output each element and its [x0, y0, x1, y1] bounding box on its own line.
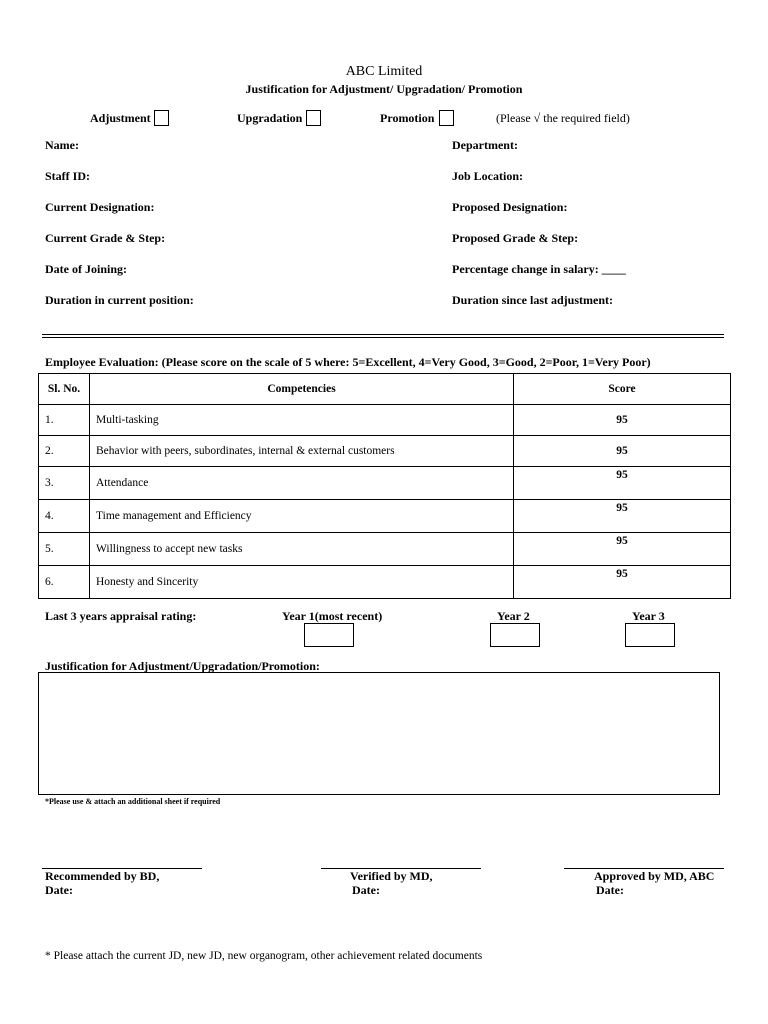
justification-textarea[interactable]	[38, 672, 720, 795]
field-duration-current: Duration in current position:	[45, 293, 194, 307]
field-department: Department:	[452, 138, 518, 152]
score-cell[interactable]: 95	[514, 533, 731, 566]
evaluation-heading: Employee Evaluation: (Please score on the scale of 5 where: 5=Excellent, 4=Very Good, 3=Good, 2=Poor, 1=Very Poor)	[45, 355, 651, 369]
field-duration-since-adjustment: Duration since last adjustment:	[452, 293, 613, 307]
recommended-date-label: Date:	[45, 883, 73, 897]
year3-input[interactable]	[625, 623, 675, 647]
row-number: 6.	[39, 566, 90, 599]
column-header-competencies: Competencies	[90, 374, 514, 405]
upgradation-checkbox[interactable]	[306, 110, 321, 126]
adjustment-label: Adjustment	[90, 111, 151, 125]
row-number: 1.	[39, 405, 90, 436]
field-current-designation: Current Designation:	[45, 200, 155, 214]
approved-by-label: Approved by MD, ABC	[594, 869, 715, 883]
field-name: Name:	[45, 138, 79, 152]
score-cell[interactable]: 95	[514, 436, 731, 467]
field-staff-id: Staff ID:	[45, 169, 90, 183]
form-subtitle: Justification for Adjustment/ Upgradation/ Promotion	[245, 82, 523, 96]
appraisal-label: Last 3 years appraisal rating:	[45, 609, 197, 623]
score-cell[interactable]: 95	[514, 467, 731, 500]
year1-label: Year 1(most recent)	[282, 609, 383, 623]
table-row	[39, 533, 731, 566]
competency-name: Time management and Efficiency	[90, 500, 514, 533]
row-number: 2.	[39, 436, 90, 467]
column-header-score: Score	[514, 374, 731, 405]
table-row	[39, 436, 731, 467]
competency-name: Behavior with peers, subordinates, internal & external customers	[90, 436, 514, 467]
options-note: (Please √ the required field)	[496, 111, 630, 125]
year2-label: Year 2	[497, 609, 530, 623]
column-header-sl-no: Sl. No.	[39, 374, 90, 405]
footer-note: * Please attach the current JD, new JD, new organogram, other achievement related documents	[45, 950, 483, 962]
table-row	[39, 467, 731, 500]
company-title: ABC Limited	[345, 64, 423, 79]
table-header-row	[39, 374, 731, 405]
separator-line-top	[42, 334, 724, 335]
table-row	[39, 405, 731, 436]
competency-name: Honesty and Sincerity	[90, 566, 514, 599]
row-number: 3.	[39, 467, 90, 500]
competency-name: Attendance	[90, 467, 514, 500]
field-date-of-joining: Date of Joining:	[45, 262, 127, 276]
justification-label: Justification for Adjustment/Upgradation/Promotion:	[45, 659, 320, 673]
field-proposed-designation: Proposed Designation:	[452, 200, 568, 214]
upgradation-label: Upgradation	[237, 111, 303, 125]
table-row	[39, 566, 731, 599]
row-number: 5.	[39, 533, 90, 566]
competency-name: Willingness to accept new tasks	[90, 533, 514, 566]
promotion-checkbox[interactable]	[439, 110, 454, 126]
score-cell[interactable]: 95	[514, 500, 731, 533]
field-job-location: Job Location:	[452, 169, 524, 183]
verified-date-label: Date:	[352, 883, 380, 897]
year3-label: Year 3	[632, 609, 665, 623]
field-salary-change: Percentage change in salary: ____	[452, 262, 626, 276]
row-number: 4.	[39, 500, 90, 533]
score-cell[interactable]: 95	[514, 566, 731, 599]
score-cell[interactable]: 95	[514, 405, 731, 436]
year1-input[interactable]	[304, 623, 354, 647]
competency-table	[38, 373, 731, 599]
year2-input[interactable]	[490, 623, 540, 647]
approved-date-label: Date:	[596, 883, 624, 897]
verified-by-label: Verified by MD,	[350, 869, 433, 883]
field-proposed-grade: Proposed Grade & Step:	[452, 231, 579, 245]
table-row	[39, 500, 731, 533]
recommended-by-label: Recommended by BD,	[45, 869, 160, 883]
competency-name: Multi-tasking	[90, 405, 514, 436]
field-current-grade: Current Grade & Step:	[45, 231, 166, 245]
promotion-label: Promotion	[380, 111, 435, 125]
justification-note: *Please use & attach an additional sheet if required	[45, 797, 221, 806]
separator-line-bottom	[42, 337, 724, 338]
adjustment-checkbox[interactable]	[154, 110, 169, 126]
